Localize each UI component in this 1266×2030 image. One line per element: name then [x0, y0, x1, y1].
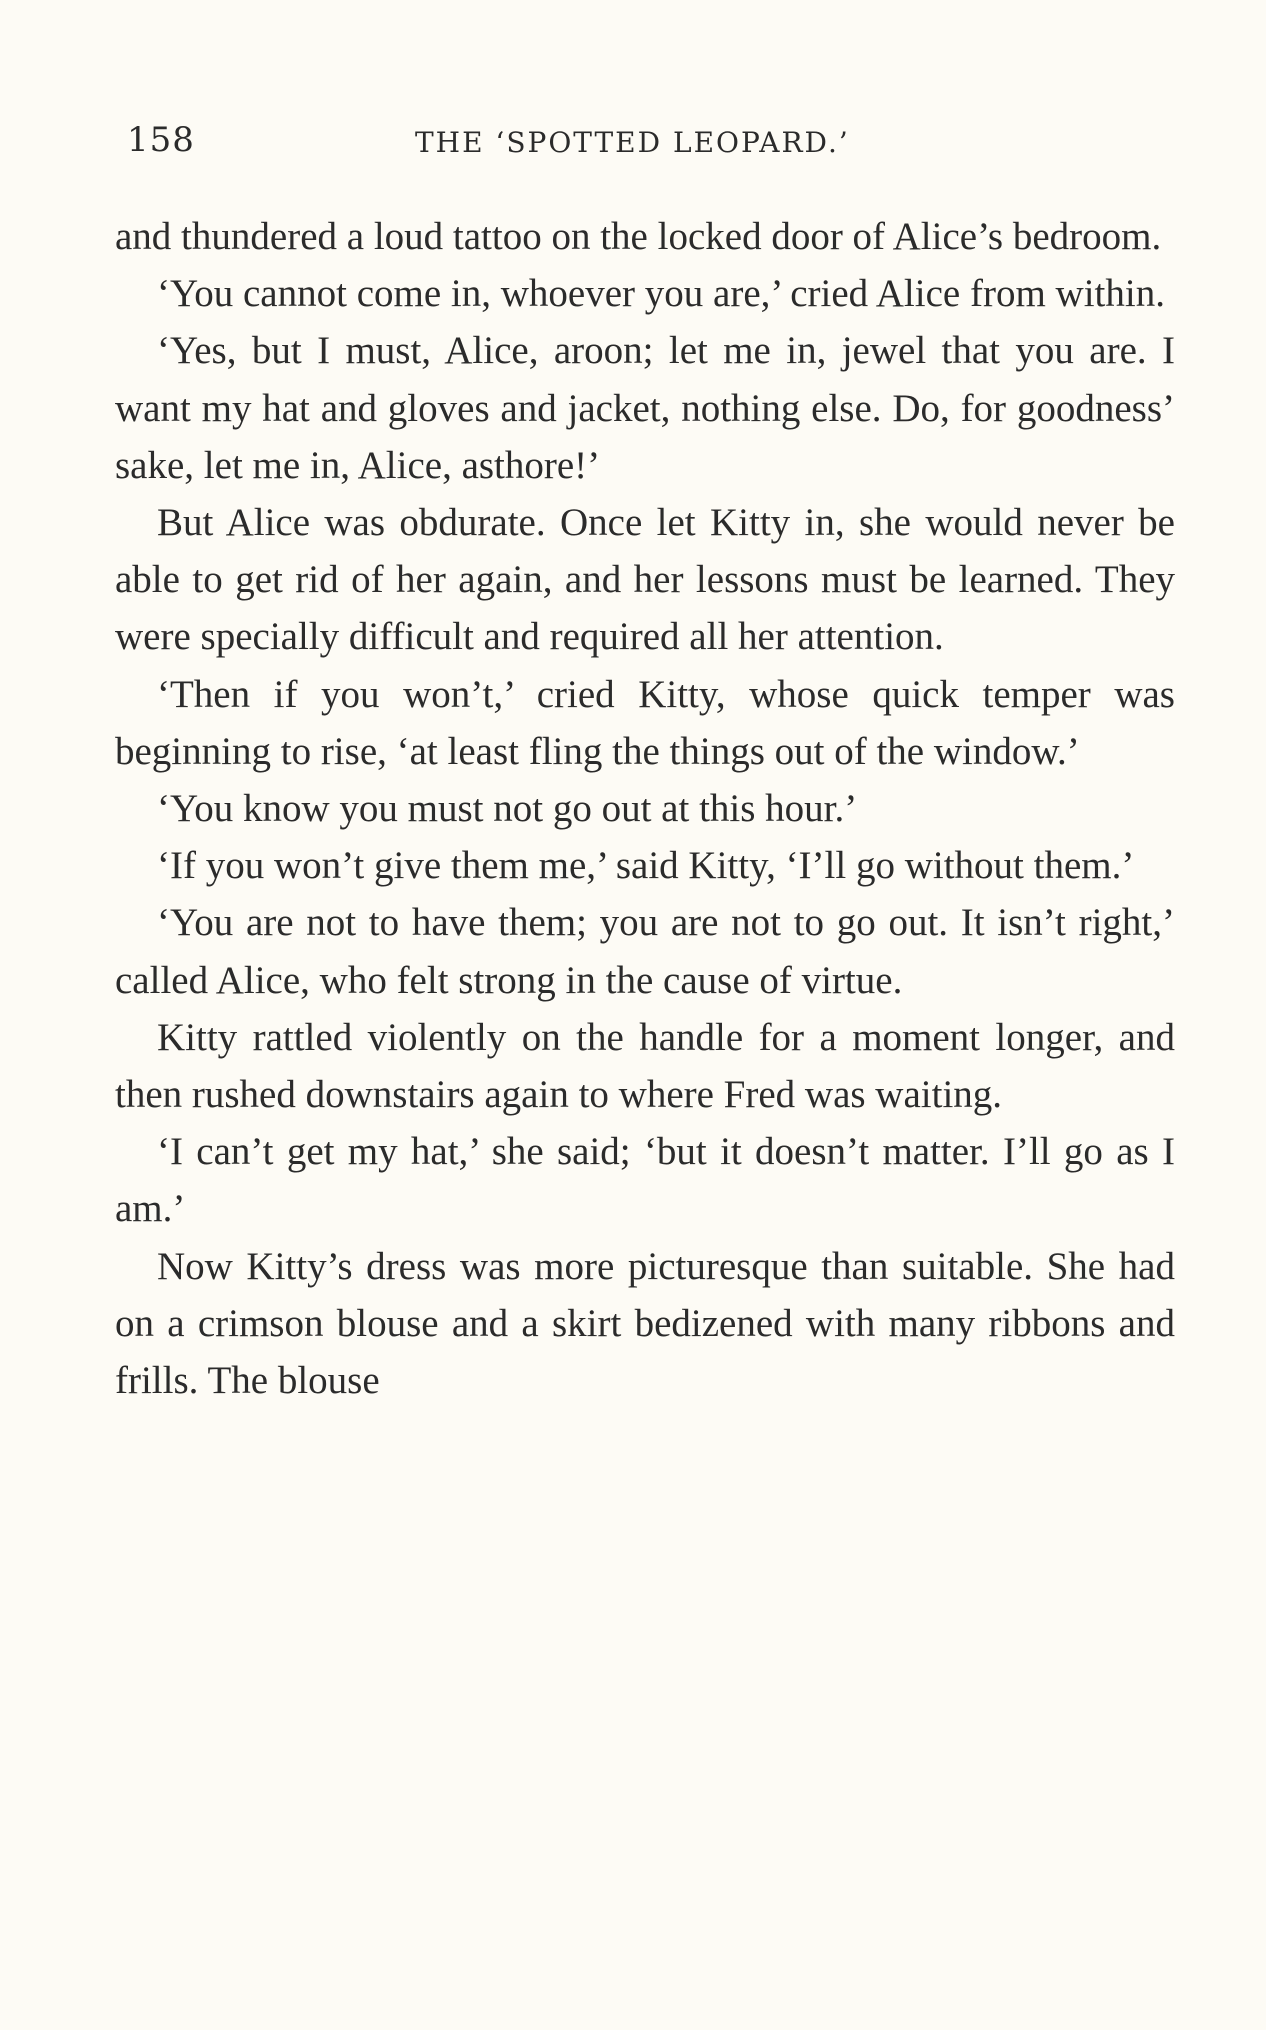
- paragraph: But Alice was obdurate. Once let Kitty in, she would never be able to get rid of her again, and her lessons must be learned. They were specially difficult and required all her attention.: [115, 501, 1175, 659]
- paragraph: ‘If you won’t give them me,’ said Kitty, ‘I’ll go without them.’: [157, 844, 1135, 888]
- paragraph: ‘Yes, but I must, Alice, aroon; let me in, jewel that you are. I want my hat and gloves and jacket, nothing else. Do, for goodness’ sake, let me in, Alice, asthore!’: [115, 329, 1175, 487]
- paragraph: ‘You cannot come in, whoever you are,’ cried Alice from within.: [157, 272, 1165, 316]
- paragraph: Kitty rattled violently on the handle for a moment longer, and then rushed downstairs again to where Fred was waiting.: [115, 1015, 1175, 1117]
- running-head: [115, 120, 1175, 180]
- book-page: [115, 120, 1175, 1409]
- page-number: 158: [127, 120, 195, 160]
- paragraph: ‘Then if you won’t,’ cried Kitty, whose quick temper was beginning to rise, ‘at least fling the things out of the window.’: [115, 672, 1175, 773]
- paragraph: ‘You know you must not go out at this hour.’: [157, 787, 858, 831]
- paragraph: and thundered a loud tattoo on the locked door of Alice’s bedroom.: [115, 215, 1162, 258]
- running-title: THE ‘SPOTTED LEOPARD.’: [415, 126, 850, 159]
- paragraph: ‘I can’t get my hat,’ she said; ‘but it doesn’t matter. I’ll go as I am.’: [115, 1130, 1175, 1231]
- body-text: [115, 208, 1175, 1409]
- paragraph: ‘You are not to have them; you are not to go out. It isn’t right,’ called Alice, who felt strong in the cause of virtue.: [115, 901, 1175, 1002]
- paragraph: Now Kitty’s dress was more picturesque than suitable. She had on a crimson blouse and a skirt bedizened with many ribbons and frills. The blouse: [115, 1244, 1175, 1403]
